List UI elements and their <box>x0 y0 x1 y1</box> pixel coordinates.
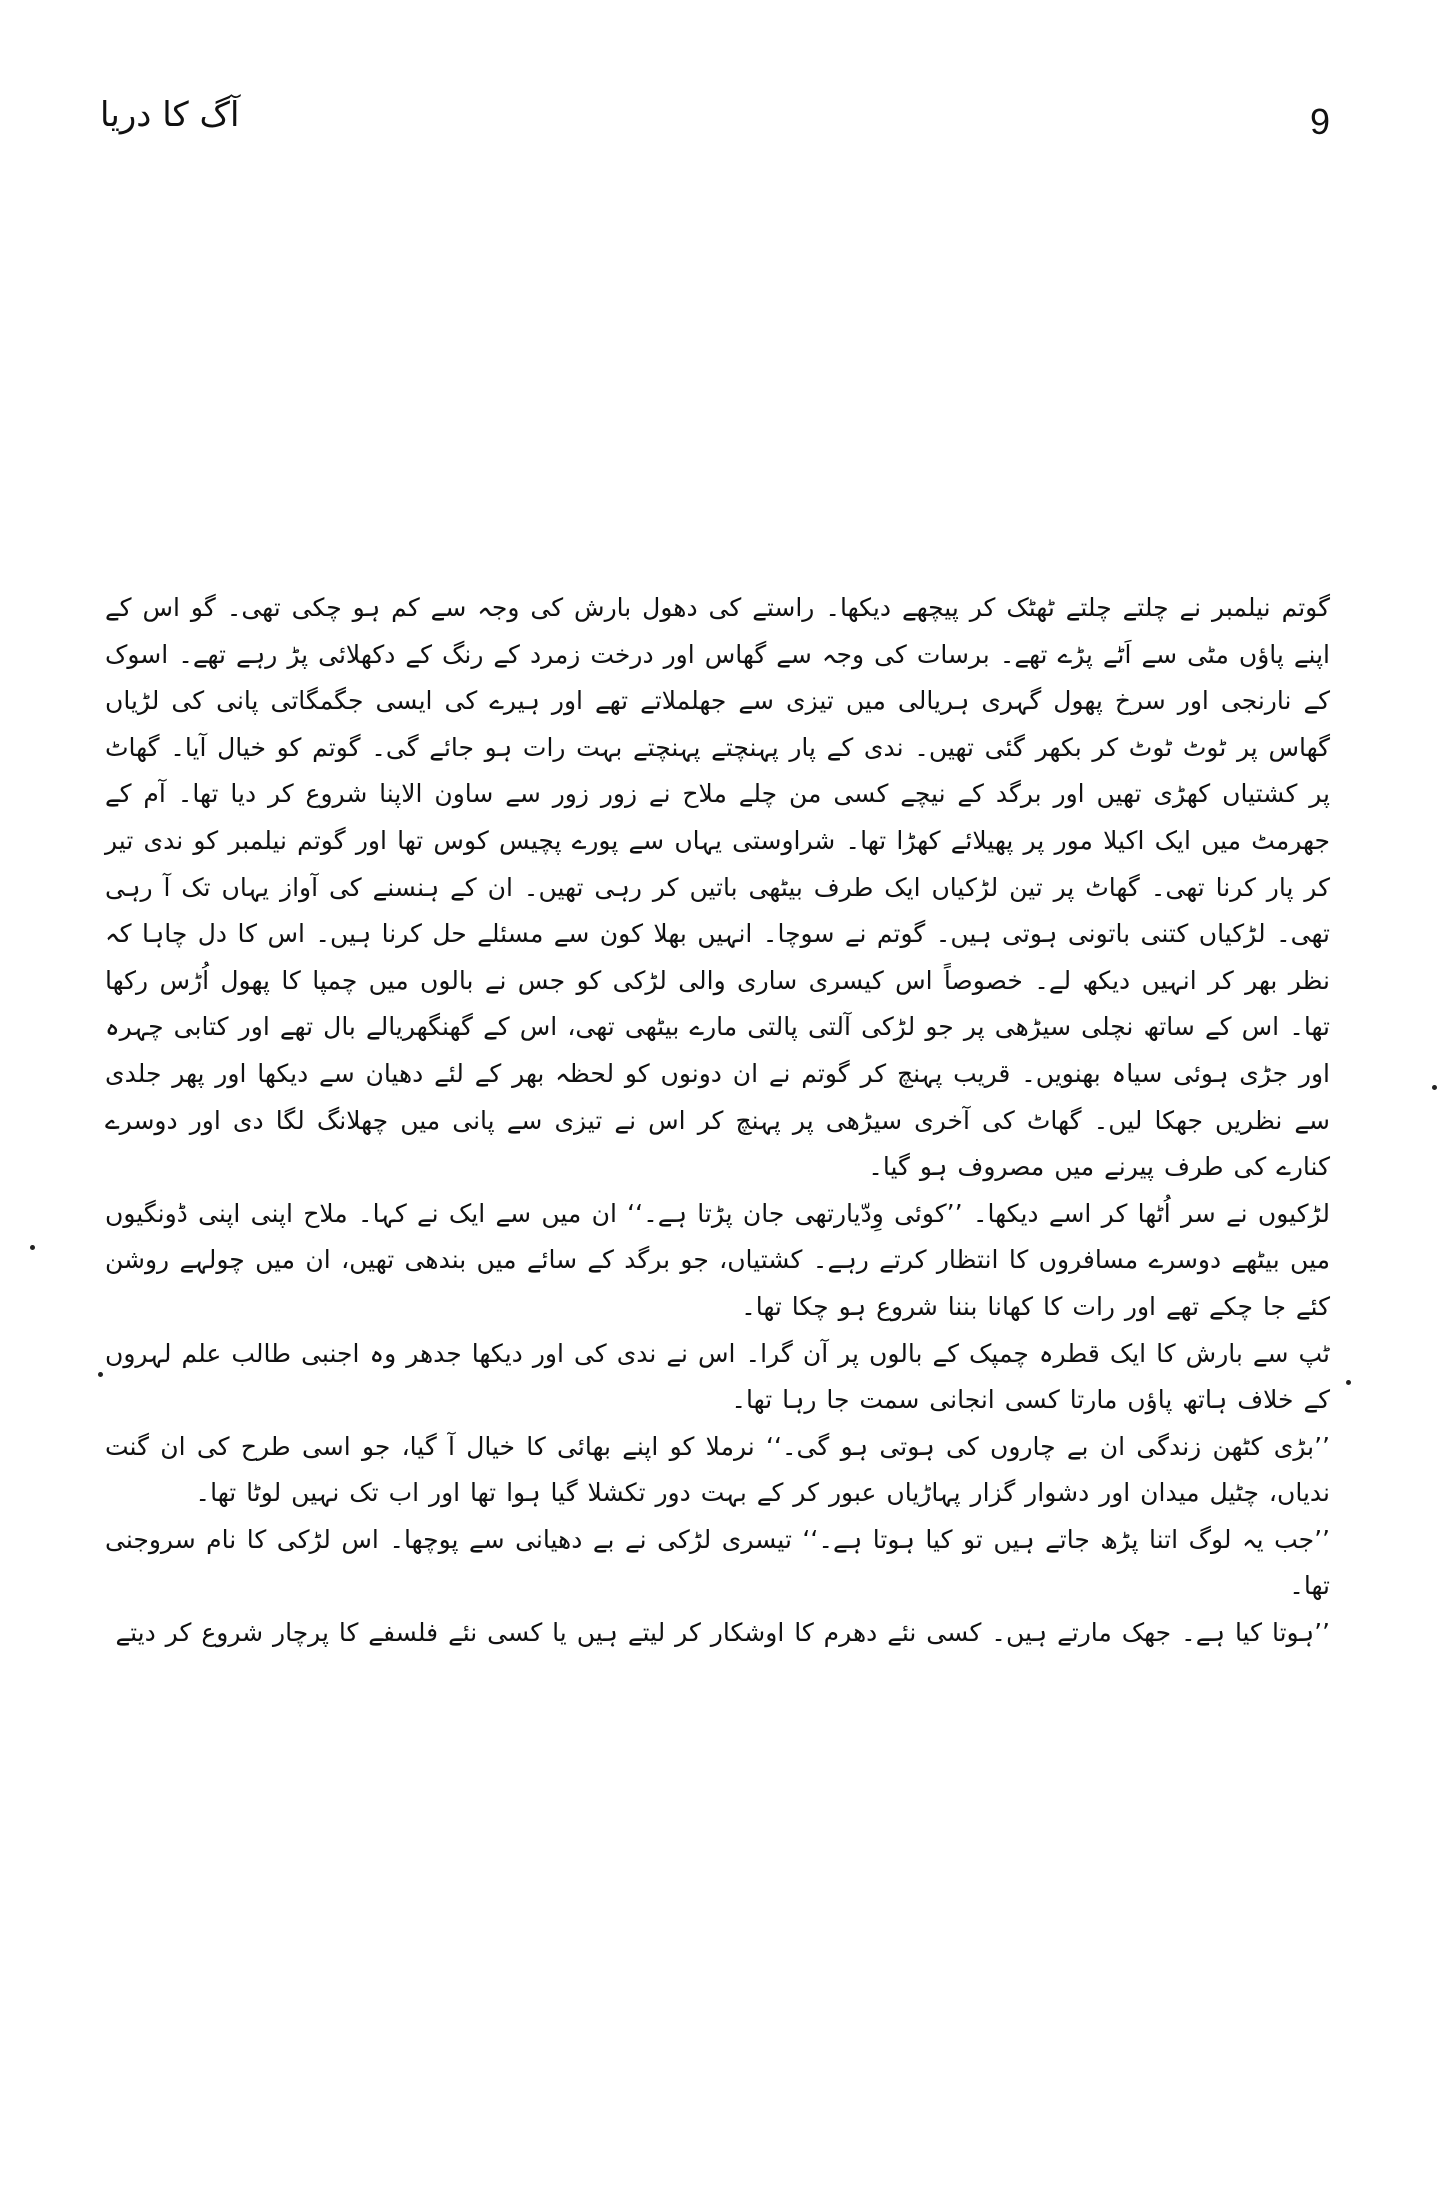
paragraph-3: ٹپ سے بارش کا ایک قطرہ چمپک کے بالوں پر آن گرا۔ اس نے ندی کی اور دیکھا جدھر وہ اجنبی طالب علم لہروں کے خلاف ہاتھ پاؤں مارتا کسی انجانی سمت جا رہا تھا۔ <box>105 1338 1330 1415</box>
paragraph-1: گوتم نیلمبر نے چلتے چلتے ٹھٹک کر پیچھے دیکھا۔ راستے کی دھول بارش کی وجہ سے کم ہو چکی تھی۔ گو اس کے اپنے پاؤں مٹی سے اَٹے پڑے تھے۔ برسات کی وجہ سے گھاس اور درخت زمرد کے رنگ کے دکھلائی پڑ رہے تھے۔ اسوک کے نارنجی اور سرخ پھول گہری ہریالی میں تیزی سے جھلملاتے تھے اور ہیرے کی ایسی جگمگاتی پانی کی لڑیاں گھاس پر ٹوٹ ٹوٹ کر بکھر گئی تھیں۔ ندی کے پار پہنچتے پہنچتے بہت رات ہو جائے گی۔ گوتم کو خیال آیا۔ گھاٹ پر کشتیاں کھڑی تھیں اور برگد کے نیچے کسی من چلے ملاح نے زور زور سے ساون الاپنا شروع کر دیا تھا۔ آم کے جھرمٹ میں ایک اکیلا مور پر پھیلائے کھڑا تھا۔ شراوستی یہاں سے پورے پچیس کوس تھا اور گوتم نیلمبر کو ندی تیر کر پار کرنا تھی۔ گھاٹ پر تین لڑکیاں ایک طرف بیٹھی باتیں کر رہی تھیں۔ ان کے ہنسنے کی آواز یہاں تک آ رہی تھی۔ لڑکیاں کتنی باتونی ہوتی ہیں۔ گوتم نے سوچا۔ انہیں بھلا کون سے مسئلے حل کرنا ہیں۔ اس کا دل چاہا کہ نظر بھر کر انہیں دیکھ لے۔ خصوصاً اس کیسری ساری والی لڑکی کو جس نے بالوں میں چمپا کا پھول اُڑس رکھا تھا۔ اس کے ساتھ نچلی سیڑھی پر جو لڑکی آلتی پالتی مارے بیٹھی تھی، اس کے گھنگھریالے بال تھے اور کتابی چہرہ اور جڑی ہوئی سیاہ بھنویں۔ قریب پہنچ کر گوتم نے ان دونوں کو لحظہ بھر کے لئے دھیان سے دیکھا اور پھر جلدی سے نظریں جھکا لیں۔ گھاٹ کی آخری سیڑھی پر پہنچ کر اس نے تیزی سے پانی میں چھلانگ لگا دی اور دوسرے کنارے کی طرف پیرنے میں مصروف ہو گیا۔ <box>105 593 1330 1182</box>
paragraph-4: ’’بڑی کٹھن زندگی ان بے چاروں کی ہوتی ہو گی۔‘‘ نرملا کو اپنے بھائی کا خیال آ گیا، جو اسی طرح کی ان گنت ندیاں، چٹیل میدان اور دشوار گزار پہاڑیاں عبور کر کے بہت دور تکشلا گیا ہوا تھا اور اب تک نہیں لوٹا تھا۔ <box>105 1431 1330 1508</box>
stray-ink-mark <box>30 1245 35 1250</box>
paragraph-5: ’’جب یہ لوگ اتنا پڑھ جاتے ہیں تو کیا ہوتا ہے۔‘‘ تیسری لڑکی نے بے دھیانی سے پوچھا۔ اس لڑکی کا نام سروجنی تھا۔ <box>105 1524 1330 1601</box>
paragraph-6: ’’ہوتا کیا ہے۔ جھک مارتے ہیں۔ کسی نئے دھرم کا اوشکار کر لیتے ہیں یا کسی نئے فلسفے کا پرچار شروع کر دیتے <box>115 1618 1330 1648</box>
running-header <box>100 95 1330 155</box>
stray-ink-mark <box>98 1372 103 1377</box>
page-number: 9 <box>1309 101 1330 142</box>
stray-ink-mark <box>1432 1085 1437 1090</box>
body-text <box>105 585 1330 1657</box>
paragraph-2: لڑکیوں نے سر اُٹھا کر اسے دیکھا۔ ’’کوئی وِدّیارتھی جان پڑتا ہے۔‘‘ ان میں سے ایک نے کہا۔ ملاح اپنی اپنی ڈونگیوں میں بیٹھے دوسرے مسافروں کا انتظار کرتے رہے۔ کشتیاں، جو برگد کے سائے میں بندھی تھیں، ان میں چولہے روشن کئے جا چکے تھے اور رات کا کھانا بننا شروع ہو چکا تھا۔ <box>105 1198 1330 1321</box>
stray-ink-mark <box>1346 1380 1351 1385</box>
book-title: آگ کا دریا <box>100 95 240 135</box>
